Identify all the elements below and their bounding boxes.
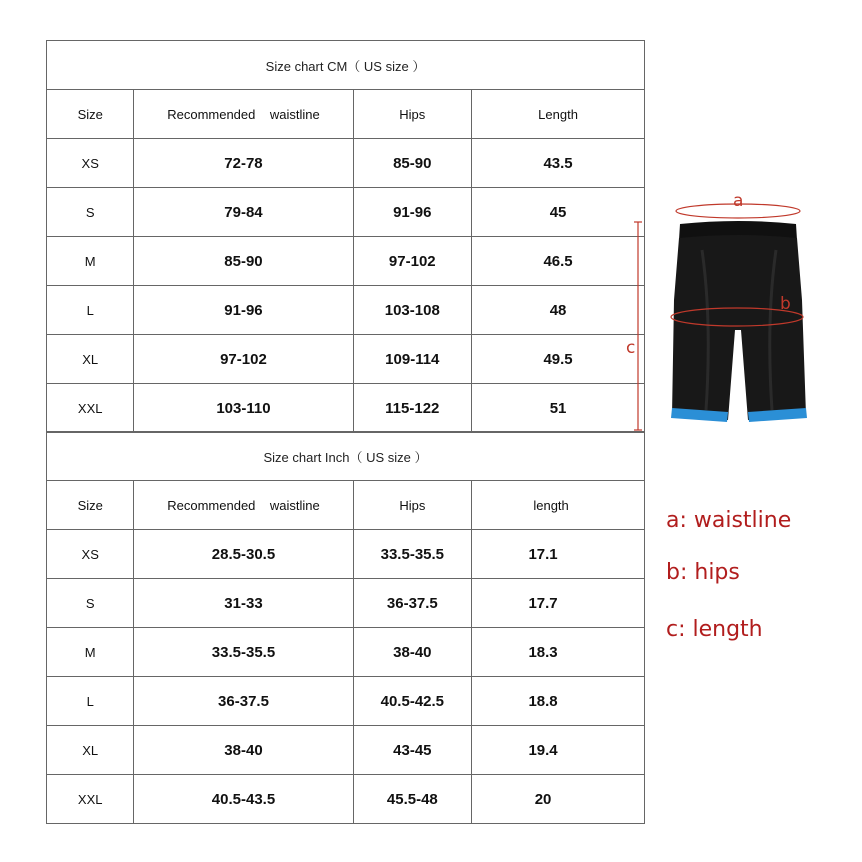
label-a: a <box>733 191 744 211</box>
size-cell: XL <box>47 335 134 384</box>
waistline-cell: 79-84 <box>134 188 353 237</box>
table-title: Size chart CM（ US size ） <box>47 41 645 90</box>
waistline-cell: 31-33 <box>134 579 353 628</box>
column-header-hips: Hips <box>353 90 472 139</box>
table-row <box>47 628 645 677</box>
shorts-measurement-diagram <box>620 180 860 440</box>
size-cell: XS <box>47 530 134 579</box>
waistline-cell: 36-37.5 <box>134 677 353 726</box>
column-header-hips: Hips <box>353 481 472 530</box>
hips-cell: 109-114 <box>353 335 472 384</box>
waistline-cell: 38-40 <box>134 726 353 775</box>
shorts-body <box>672 235 806 420</box>
length-cell: 51 <box>472 384 645 433</box>
length-cell: 18.8 <box>472 677 645 726</box>
waistline-cell: 33.5-35.5 <box>134 628 353 677</box>
waistline-cell: 28.5-30.5 <box>134 530 353 579</box>
column-header-waistline: Recommended waistline <box>134 90 353 139</box>
length-cell: 20 <box>472 775 645 824</box>
table-row <box>47 335 645 384</box>
size-chart-inch-table <box>46 431 645 824</box>
table-row <box>47 188 645 237</box>
size-cell: L <box>47 677 134 726</box>
hips-cell: 103-108 <box>353 286 472 335</box>
hips-cell: 43-45 <box>353 726 472 775</box>
length-cell: 18.3 <box>472 628 645 677</box>
size-cell: XS <box>47 139 134 188</box>
size-chart-cm-table <box>46 40 645 433</box>
table-header-row <box>47 90 645 139</box>
hips-cell: 45.5-48 <box>353 775 472 824</box>
waistline-cell: 72-78 <box>134 139 353 188</box>
length-cell: 49.5 <box>472 335 645 384</box>
size-cell: S <box>47 188 134 237</box>
length-cell: 43.5 <box>472 139 645 188</box>
shorts-illustration <box>671 221 807 422</box>
legend-waistline: a: waistline <box>666 508 792 533</box>
table-row <box>47 384 645 433</box>
length-indicator <box>634 222 642 430</box>
table-row <box>47 677 645 726</box>
legend-hips: b: hips <box>666 560 740 585</box>
size-cell: XL <box>47 726 134 775</box>
legend-length: c: length <box>666 617 763 642</box>
length-cell: 17.1 <box>472 530 645 579</box>
length-cell: 46.5 <box>472 237 645 286</box>
table-row <box>47 579 645 628</box>
table-row <box>47 286 645 335</box>
size-cell: L <box>47 286 134 335</box>
table-row <box>47 775 645 824</box>
table-title-row <box>47 432 645 481</box>
size-cell: XXL <box>47 384 134 433</box>
size-cell: XXL <box>47 775 134 824</box>
table-row <box>47 237 645 286</box>
label-c: c <box>626 338 636 358</box>
table-row <box>47 726 645 775</box>
table-header-row <box>47 481 645 530</box>
size-cell: M <box>47 628 134 677</box>
column-header-size: Size <box>47 481 134 530</box>
length-cell: 19.4 <box>472 726 645 775</box>
waistline-cell: 85-90 <box>134 237 353 286</box>
length-cell: 17.7 <box>472 579 645 628</box>
hips-cell: 38-40 <box>353 628 472 677</box>
table-title: Size chart Inch（ US size ） <box>47 432 645 481</box>
hips-cell: 40.5-42.5 <box>353 677 472 726</box>
column-header-length: length <box>472 481 645 530</box>
column-header-waistline: Recommended waistline <box>134 481 353 530</box>
waistline-cell: 103-110 <box>134 384 353 433</box>
hips-cell: 91-96 <box>353 188 472 237</box>
hips-cell: 85-90 <box>353 139 472 188</box>
hips-cell: 97-102 <box>353 237 472 286</box>
column-header-size: Size <box>47 90 134 139</box>
column-header-length: Length <box>472 90 645 139</box>
hips-cell: 33.5-35.5 <box>353 530 472 579</box>
length-cell: 45 <box>472 188 645 237</box>
hips-cell: 36-37.5 <box>353 579 472 628</box>
waistline-cell: 97-102 <box>134 335 353 384</box>
label-b: b <box>780 294 791 314</box>
table-title-row <box>47 41 645 90</box>
hips-cell: 115-122 <box>353 384 472 433</box>
size-cell: S <box>47 579 134 628</box>
length-cell: 48 <box>472 286 645 335</box>
size-cell: M <box>47 237 134 286</box>
table-row <box>47 139 645 188</box>
waistline-cell: 40.5-43.5 <box>134 775 353 824</box>
table-row <box>47 530 645 579</box>
waistline-cell: 91-96 <box>134 286 353 335</box>
